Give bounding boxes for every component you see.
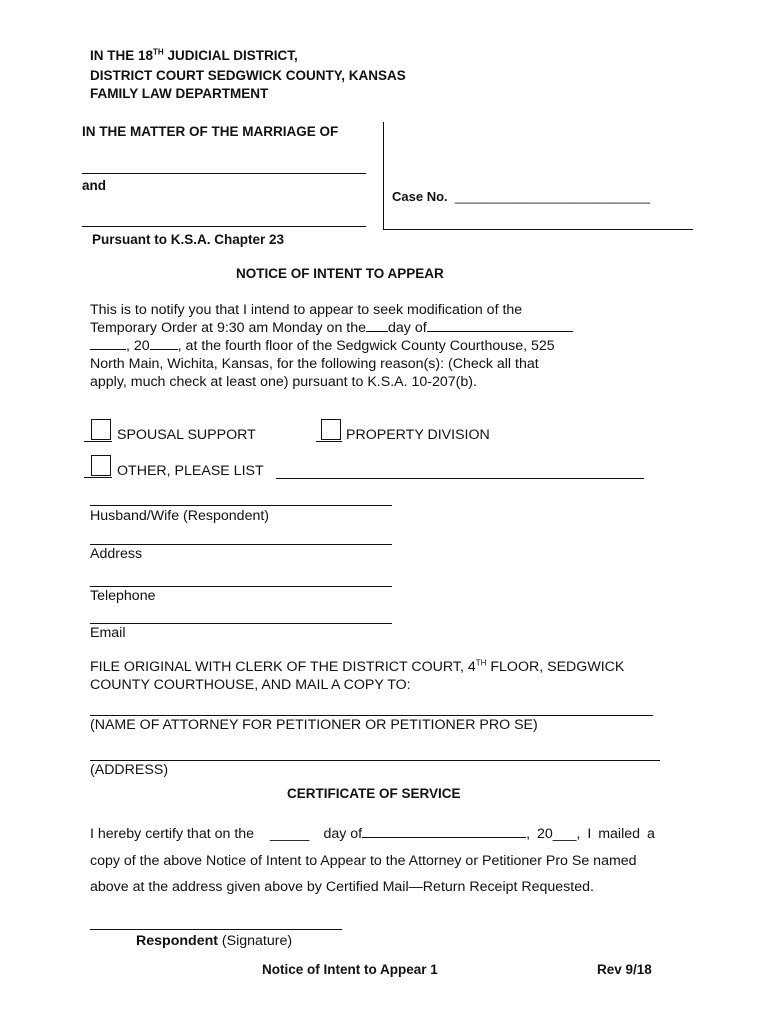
hearing-year-blank[interactable] (150, 349, 178, 350)
file-instruction-line2: COUNTY COURTHOUSE, AND MAIL A COPY TO: (90, 677, 411, 693)
certificate-signature-label: Respondent (Signature) (136, 933, 293, 949)
hearing-day-blank[interactable] (366, 331, 388, 332)
body-line-3: , 20 , at the fourth floor of the Sedgwick County Courthouse, 525 (90, 338, 555, 354)
footer-revision: Rev 9/18 (597, 962, 652, 977)
email-label: Email (90, 625, 126, 641)
attorney-address-label: (ADDRESS) (90, 762, 169, 778)
body-line-5: apply, much check at least one) pursuant to K.S.A. 10-207(b). (90, 374, 477, 390)
court-header-line3: FAMILY LAW DEPARTMENT (90, 86, 269, 101)
spousal-support-checkbox[interactable] (91, 419, 111, 440)
respondent-signature-line[interactable] (90, 505, 392, 506)
document-title: NOTICE OF INTENT TO APPEAR (236, 266, 444, 281)
attorney-name-label: (NAME OF ATTORNEY FOR PETITIONER OR PETITIONER PRO SE) (90, 717, 538, 733)
matter-of-marriage-label: IN THE MATTER OF THE MARRIAGE OF (82, 124, 339, 139)
court-header-line1: IN THE 18TH JUDICIAL DISTRICT, (90, 47, 298, 63)
caption-bottom-rule (383, 229, 693, 230)
other-underline (84, 477, 112, 478)
case-number-field[interactable]: ___________________________ (454, 189, 651, 204)
certificate-signature-line[interactable] (90, 929, 342, 930)
attorney-address-line[interactable] (90, 760, 660, 761)
footer-page-label: Notice of Intent to Appear 1 (262, 962, 438, 977)
certificate-day-blank[interactable]: _____ (270, 826, 310, 842)
certificate-line-2: copy of the above Notice of Intent to Appear to the Attorney or Petitioner Pro Se named (90, 853, 637, 869)
property-division-label: PROPERTY DIVISION (346, 427, 490, 443)
pursuant-statute: Pursuant to K.S.A. Chapter 23 (92, 232, 285, 247)
body-line-1: This is to notify you that I intend to appear to seek modification of the (90, 302, 523, 318)
hearing-month-blank[interactable] (427, 331, 573, 332)
property-underline (316, 441, 342, 442)
body-line-2: Temporary Order at 9:30 am Monday on the day of (90, 320, 573, 336)
property-division-checkbox[interactable] (321, 419, 341, 440)
other-label: OTHER, PLEASE LIST (117, 463, 264, 479)
and-label: and (82, 178, 107, 193)
caption-divider (383, 122, 384, 229)
email-line[interactable] (90, 623, 392, 624)
certificate-title: CERTIFICATE OF SERVICE (287, 786, 461, 801)
other-reason-line[interactable] (276, 478, 644, 479)
court-header-line2: DISTRICT COURT SEDGWICK COUNTY, KANSAS (90, 68, 406, 83)
petitioner-name-line[interactable] (82, 173, 366, 174)
spousal-support-label: SPOUSAL SUPPORT (117, 427, 256, 443)
certificate-line-3: above at the address given above by Certified Mail—Return Receipt Requested. (90, 879, 594, 895)
address-label: Address (90, 546, 143, 562)
spousal-underline (84, 441, 112, 442)
respondent-label: Husband/Wife (Respondent) (90, 508, 270, 524)
case-number-label: Case No. ___________________________ (392, 189, 651, 204)
address-line[interactable] (90, 544, 392, 545)
certificate-line-1: I hereby certify that on the _____ day of , 20___, I mailed a (90, 826, 655, 842)
telephone-label: Telephone (90, 588, 156, 604)
certificate-month-blank[interactable] (362, 837, 526, 838)
body-line-4: North Main, Wichita, Kansas, for the following reason(s): (Check all that (90, 356, 539, 372)
file-instruction-line1: FILE ORIGINAL WITH CLERK OF THE DISTRICT COURT, 4TH FLOOR, SEDGWICK (90, 658, 625, 675)
telephone-line[interactable] (90, 586, 392, 587)
hearing-year-prefix-blank[interactable] (90, 349, 126, 350)
other-checkbox[interactable] (91, 455, 111, 476)
attorney-name-line[interactable] (90, 715, 653, 716)
respondent-name-line[interactable] (82, 226, 366, 227)
